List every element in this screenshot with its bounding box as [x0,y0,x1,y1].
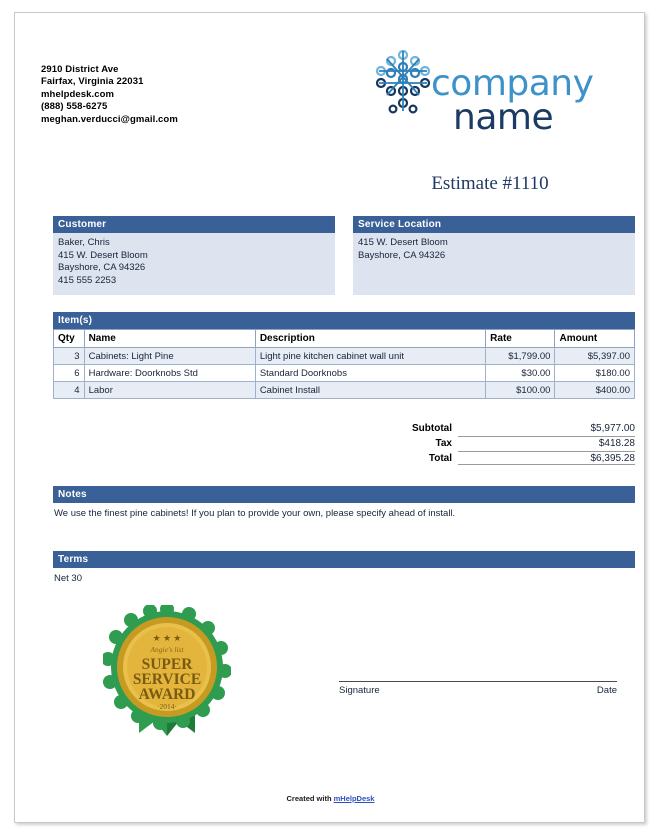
svg-text:·2014·: ·2014· [157,702,177,711]
svg-text:★ ★ ★: ★ ★ ★ [152,633,182,643]
customer-panel [53,216,335,295]
logo-text-company: company [431,63,594,104]
cell-rate: $30.00 [486,365,555,382]
customer-phone: 415 555 2253 [58,274,117,286]
svg-text:SUPER: SUPER [141,656,193,673]
company-logo [353,41,615,151]
column-header-description: Description [255,330,485,348]
customer-name: Baker, Chris [58,237,110,248]
cell-amount: $400.00 [555,382,635,399]
cell-name: Hardware: Doorknobs Std [84,365,255,382]
items-header-row [54,330,635,348]
signature-label: Signature [339,685,380,696]
cell-amount: $180.00 [555,365,635,382]
subtotal-label: Subtotal [412,423,452,434]
cell-name: Cabinets: Light Pine [84,348,255,365]
total-label: Total [428,453,452,464]
document-title: Estimate #1110 [431,173,549,194]
terms-heading: Terms [53,551,635,568]
notes-text: We use the finest pine cabinets! If you plan to provide your own, please specify ahead of install. [54,508,456,519]
cell-qty: 3 [54,348,85,365]
address-line: 2910 District Ave [41,64,119,75]
logo-text-name: name [453,97,554,138]
svg-text:AWARD: AWARD [138,686,196,703]
cell-description: Light pine kitchen cabinet wall unit [255,348,485,365]
service-street: 415 W. Desert Bloom [358,237,448,248]
customer-details [53,233,335,295]
tax-row [370,434,635,449]
signature-block [339,681,617,696]
company-address-block [41,64,178,126]
table-row [54,365,635,382]
terms-text: Net 30 [54,573,82,584]
notes-panel [53,486,635,520]
column-header-amount: Amount [555,330,635,348]
totals-block [370,419,635,465]
customer-heading: Customer [53,216,335,233]
service-location-panel [353,216,635,295]
tax-label: Tax [435,438,452,449]
subtotal-value: $5,977.00 [590,423,635,434]
column-header-rate: Rate [486,330,555,348]
cell-description: Cabinet Install [255,382,485,399]
table-row [54,348,635,365]
cell-amount: $5,397.00 [555,348,635,365]
cell-qty: 6 [54,365,85,382]
mhelpdesk-link[interactable]: mHelpDesk [333,794,375,803]
document-page [14,12,645,823]
column-header-name: Name [84,330,255,348]
super-service-award-badge-icon [103,605,231,745]
items-table [53,329,635,399]
service-city-state-zip: Bayshore, CA 94326 [358,249,446,261]
service-location-details [353,233,635,295]
svg-text:SERVICE: SERVICE [132,671,202,688]
footer [15,794,645,803]
terms-panel [53,551,635,585]
date-label: Date [596,685,617,696]
items-heading: Item(s) [53,312,635,329]
cell-qty: 4 [54,382,85,399]
cell-rate: $1,799.00 [486,348,555,365]
column-header-qty: Qty [54,330,85,348]
logo-snowflake-icon [373,47,433,124]
address-line-email: meghan.verducci@gmail.com [41,113,178,125]
notes-heading: Notes [53,486,635,503]
address-line-website: mhelpdesk.com [41,88,115,100]
table-row [54,382,635,399]
cell-name: Labor [84,382,255,399]
items-panel [53,312,635,399]
address-line-phone: (888) 558-6275 [41,101,108,113]
svg-text:Angie's list: Angie's list [150,645,184,654]
tax-value: $418.28 [458,436,635,449]
customer-city-state-zip: Bayshore, CA 94326 [58,262,146,273]
footer-prefix: Created with [286,794,334,803]
service-location-heading: Service Location [353,216,635,233]
cell-description: Standard Doorknobs [255,365,485,382]
customer-street: 415 W. Desert Bloom [58,249,148,261]
totals-bottom-rule [458,464,635,465]
cell-rate: $100.00 [486,382,555,399]
address-line: Fairfax, Virginia 22031 [41,76,144,88]
total-row [370,449,635,464]
subtotal-row [370,419,635,434]
total-value: $6,395.28 [458,451,635,464]
